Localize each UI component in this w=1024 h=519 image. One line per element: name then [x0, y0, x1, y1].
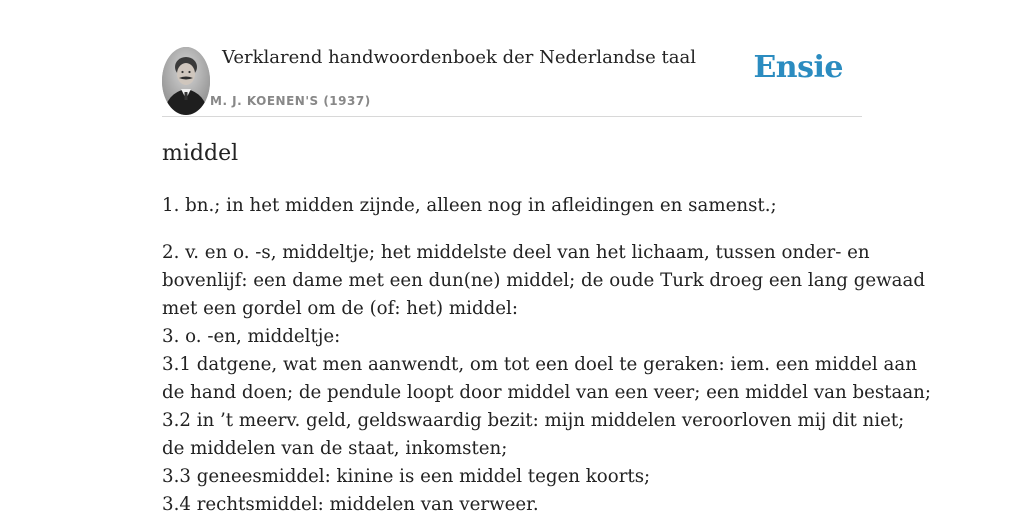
definition-line: met een gordel om de (of: het) middel:: [162, 298, 518, 319]
definition-line: bovenlijf: een dame met een dun(ne) middel; de oude Turk droeg een lang gewaad: [162, 270, 926, 291]
page: [162, 0, 932, 515]
header: [162, 0, 862, 117]
definition-paragraph-1: [162, 192, 862, 220]
definition-line: 2. v. en o. -s, middeltje; het middelste deel van het lichaam, tussen onder- en: [162, 242, 870, 263]
headword: middel: [162, 141, 239, 166]
book-author: M. J. KOENEN'S (1937): [210, 94, 371, 108]
definition-line: 3.3 geneesmiddel: kinine is een middel tegen koorts;: [162, 466, 651, 487]
book-title[interactable]: Verklarend handwoordenboek der Nederlandse taal: [222, 47, 696, 68]
definition-line: 1. bn.; in het midden zijnde, alleen nog in afleidingen en samenst.;: [162, 195, 777, 216]
definition-paragraph-2: [162, 239, 932, 519]
brand-logo[interactable]: Ensie: [753, 50, 843, 85]
definition-line: 3.4 rechtsmiddel: middelen van verweer.: [162, 494, 539, 515]
definition-line: de middelen van de staat, inkomsten;: [162, 438, 508, 459]
definition-line: 3. o. -en, middeltje:: [162, 326, 341, 347]
definition-line: de hand doen; de pendule loopt door middel van een veer; een middel van bestaan;: [162, 382, 932, 403]
definitions: [162, 192, 932, 519]
author-portrait-icon: [162, 47, 210, 115]
definition-line: 3.2 in ’t meerv. geld, geldswaardig bezit: mijn middelen veroorloven mij dit niet;: [162, 410, 905, 431]
definition-line: 3.1 datgene, wat men aanwendt, om tot een doel te geraken: iem. een middel aan: [162, 354, 917, 375]
